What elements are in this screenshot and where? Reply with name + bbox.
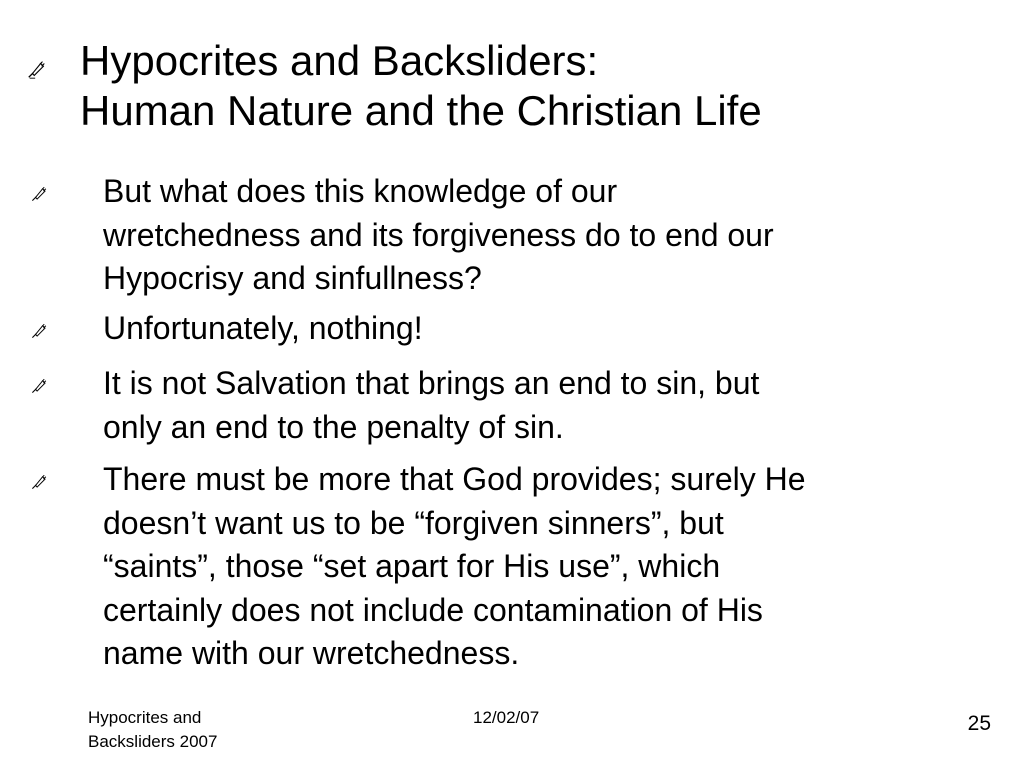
bullet-line: It is not Salvation that brings an end to sin, but — [103, 365, 760, 401]
bullet-line: Unfortunately, nothing! — [103, 310, 423, 346]
footer-date: 12/02/07 — [473, 708, 540, 727]
writing-hand-icon — [30, 472, 49, 491]
footer-line: Backsliders 2007 — [88, 732, 218, 751]
bullet-line: Hypocrisy and sinfullness? — [103, 260, 482, 296]
bullet-line: only an end to the penalty of sin. — [103, 408, 564, 445]
bullet-item — [103, 458, 993, 676]
bullet-item — [103, 307, 993, 351]
title-line: Human Nature and the Christian Life — [80, 87, 762, 134]
title-line: Hypocrites and Backsliders: — [80, 37, 599, 84]
bullet-line: wretchedness and its forgiveness do to end our — [103, 216, 774, 253]
bullet-line: doesn’t want us to be “forgiven sinners”, but — [103, 504, 724, 541]
footer-line: Hypocrites and — [88, 708, 202, 727]
bullet-item — [103, 170, 993, 301]
footer-presentation-name — [88, 706, 217, 754]
writing-hand-icon — [26, 58, 48, 80]
bullet-line: certainly does not include contamination of His — [103, 591, 763, 628]
writing-hand-icon — [30, 376, 49, 395]
bullet-line: name with our wretchedness. — [103, 635, 520, 671]
bullet-line: There must be more that God provides; surely He — [103, 461, 806, 497]
bullet-line: But what does this knowledge of our — [103, 173, 618, 209]
bullet-item — [103, 362, 993, 449]
page-number: 25 — [967, 712, 991, 735]
slide-title — [80, 36, 980, 136]
writing-hand-icon — [30, 184, 49, 203]
writing-hand-icon — [30, 321, 49, 340]
bullet-line: “saints”, those “set apart for His use”, which — [103, 548, 721, 584]
